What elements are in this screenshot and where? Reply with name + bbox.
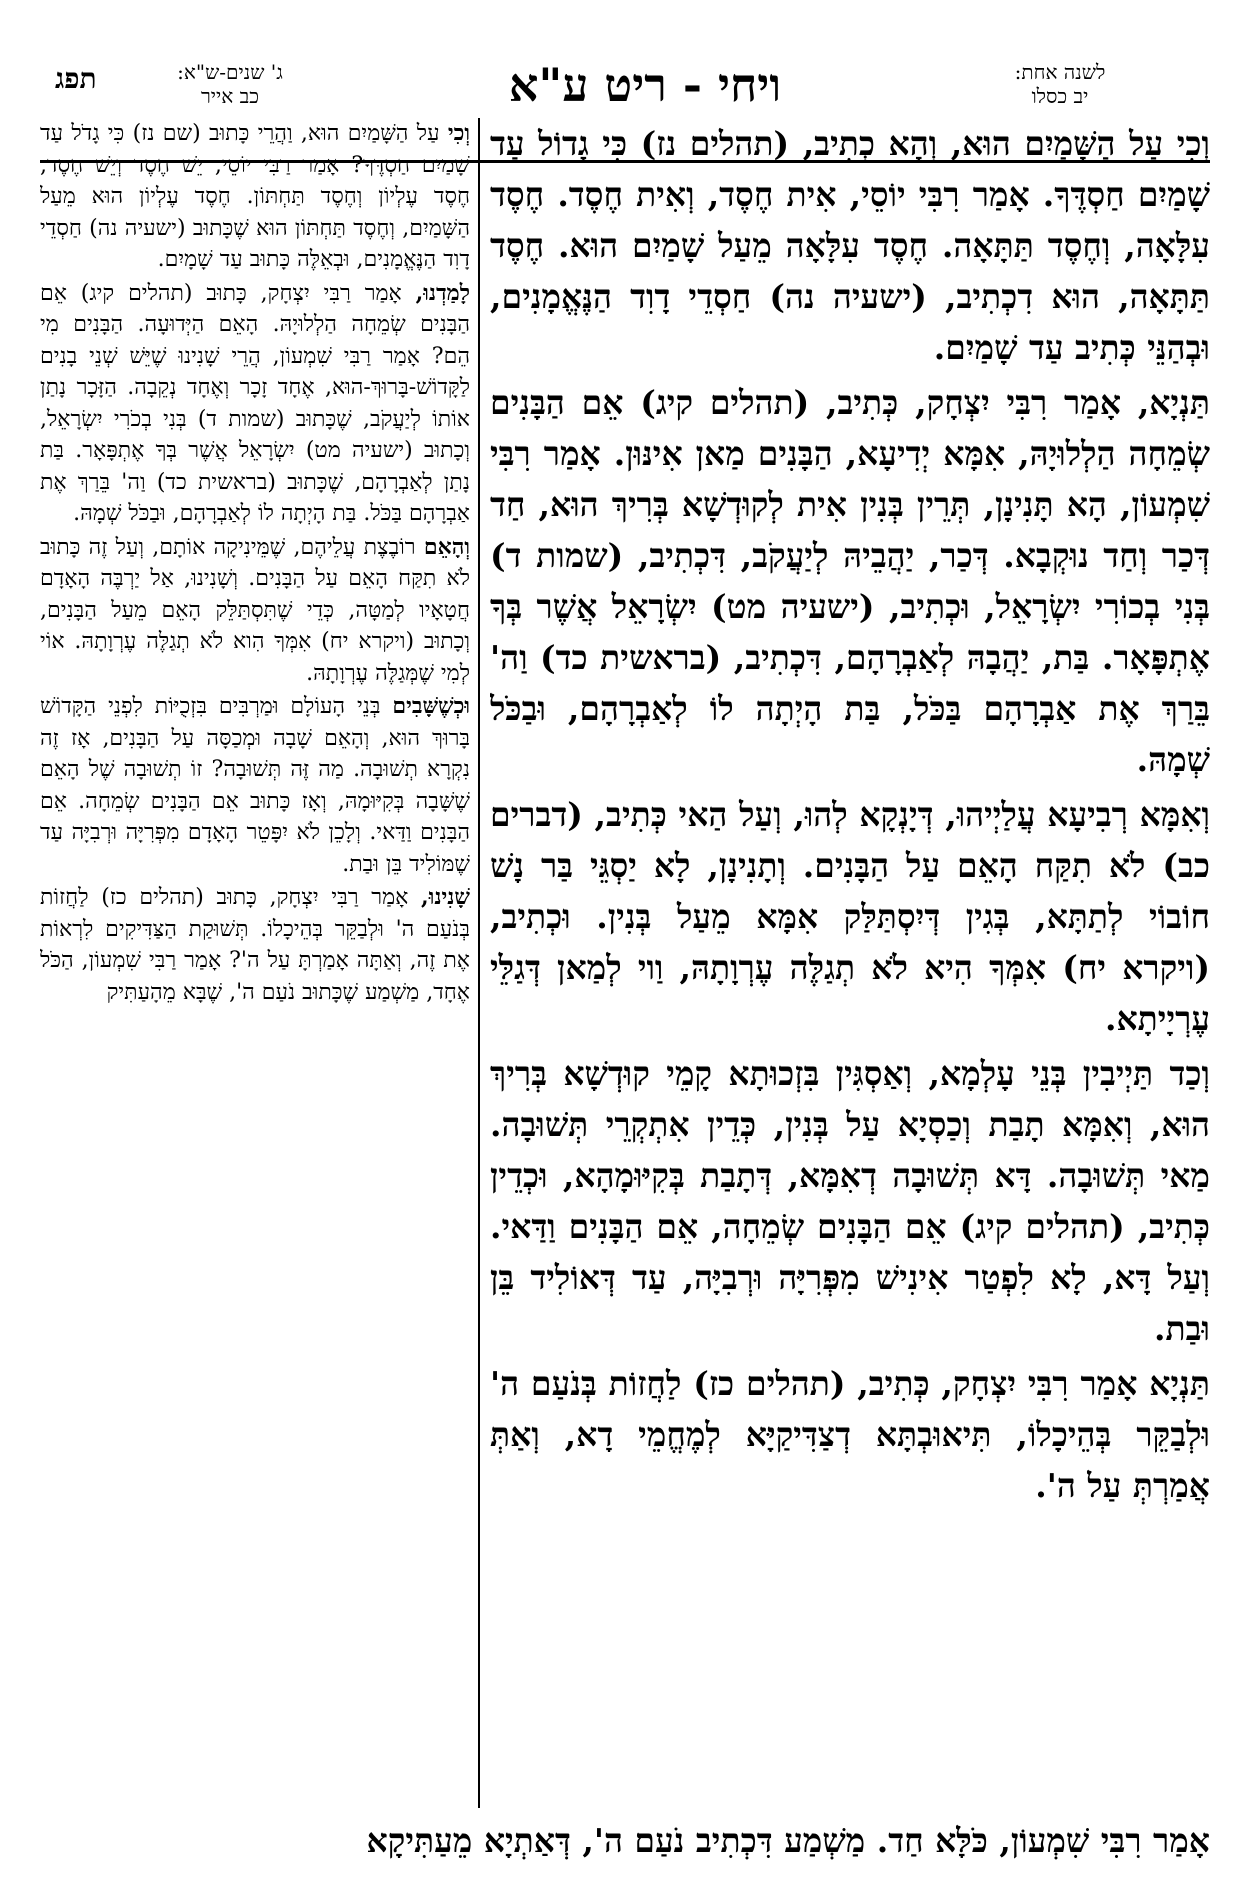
column-divider xyxy=(478,118,480,1808)
left-date-box xyxy=(110,60,350,108)
paragraph-opening-word: תַּנְיָא, xyxy=(1137,383,1210,422)
paragraph xyxy=(490,1358,1210,1511)
paragraph-opening-word: וְאִמָּא xyxy=(1139,795,1210,834)
paragraph-opening-word: וְהָאֵם xyxy=(423,533,470,560)
paragraph-text: בְּנֵי הָעוֹלָם וּמַרְבִּים בִּזְכֻיּוֹת לִפְנֵי הַקָּדוֹשׁ בָּרוּךְ הוּא, וְהָאֵם שָׁבָה וּמְכַסָּה עַל הַבָּנִים, אָז זֶה נִקְרָא תְשׁוּבָה. מַה זֶּה תְּשׁוּבָה? זוֹ תְשׁוּבָה שֶׁל הָאֵם שֶׁשָּׁבָה בְּקִיּוּמָהּ, וְאָז כָּתוּב אֵם הַבָּנִים שְׂמֵחָה. אֵם הַבָּנִים וַדַּאי. וְלָכֵן לֹא יִפָּטֵר הָאָדָם מִפְּרִיָּה וּרְבִיָּה עַד שֶׁמּוֹלִיד בֵּן וּבַת. xyxy=(40,694,470,877)
left-date-line1: ג' שנים-ש"א: xyxy=(177,60,283,84)
left-date-line2: כב אייר xyxy=(200,84,260,108)
paragraph-text: רוֹבֶצֶת עֲלֵיהֶם, שֶׁמֵּינִיקָה אוֹתָם, וְעַל זֶה כָּתוּב לֹא תִקַּח הָאֵם עַל הַבָּנִים. וְשָׁנִינוּ, אַל יַרְבֶּה הָאָדָם חֲטָאָיו לְמַטָּה, כְּדֵי שֶׁתִּסְתַּלֵּק הָאֵם מֵעַל הַבָּנִים, וְכָתוּב (ויקרא יח) אִמְּךָ הִוא לֹא תְגַלֶּה עֶרְוָתָהּ. אוֹי לְמִי שֶׁמְּגַלֶּה עֶרְוָתָהּ. xyxy=(40,534,470,686)
paragraph-text: אָמַר רַבִּי יִצְחָק, כָּתוּב (תהלים קיג) אֵם הַבָּנִים שְׂמֵחָה הַלְלוּיָהּ. הָאֵם הַיְּדוּעָה. הַבָּנִים מִי הֵם? אָמַר רַבִּי שִׁמְעוֹן, הֲרֵי שָׁנִינוּ שֶׁיֵּשׁ שְׁנֵי בָנִים לַקָּדוֹשׁ-בָּרוּךְ-הוּא, אֶחָד זָכָר וְאֶחָד נְקֵבָה. הַזָּכָר נָתַן אוֹתוֹ לְיַעֲקֹב, שֶׁכָּתוּב (שמות ד) בְּנִי בְכֹרִי יִשְׂרָאֵל, וְכָתוּב (ישעיה מט) יִשְׂרָאֵל אֲשֶׁר בְּךָ אֶתְפָּאָר. בַּת נָתַן לְאַבְרָהָם, שֶׁכָּתוּב (בראשית כד) וַה' בֵּרַךְ אֶת אַבְרָהָם בַּכֹּל. בַּת הָיְתָה לוֹ לְאַבְרָהָם, וּבַכֹּל שְׁמָהּ. xyxy=(40,280,470,526)
paragraph xyxy=(490,377,1210,785)
right-date-line2: יב כסלו xyxy=(1031,84,1089,108)
page-title: ויחי - ריט ע"א xyxy=(508,58,782,112)
paragraph xyxy=(40,691,470,880)
paragraph-text: תַּיְיבִין בְּנֵי עָלְמָא, וְאַסְגִּין בִּזְכוּתָא קָמֵי קוּדְשָׁא בְּרִיךְ הוּא, וְאִמָּא תָבַת וְכַסְיָא עַל בְּנִין, כְּדֵין אִתְקְרֵי תְּשׁוּבָה. מַאי תְּשׁוּבָה. דָּא תְּשׁוּבָה דְאִמָּא, דְּתָבַת בְּקִיּוּמָהָא, וּכְדֵין כְּתִיב, (תהלים קיג) אֵם הַבָּנִים שְׂמֵחָה, אֵם הַבָּנִים וַדַּאי. וְעַל דָּא, לָא לִפְטַר אִינִישׁ מִפְּרִיָּה וּרְבִיָּה, עַד דְּאוֹלִיד בֵּן וּבַת. xyxy=(490,1054,1210,1348)
hebrew-translation-column xyxy=(40,118,470,1838)
paragraph-text: עַל הַשָּׁמַיִם הוּא, וְהָא כְתִיב, (תהלים נז) כִּי גָדוֹל עַד שָׁמַיִם חַסְדֶּךָ. אָמַר רִבִּי יוֹסֵי, אִית חֶסֶד, וְאִית חֶסֶד. חֶסֶד עִלָּאָה, וְחֶסֶד תַּתָּאָה. חֶסֶד עִלָּאָה מֵעַל שָׁמַיִם הוּא. חֶסֶד תַּתָּאָה, הוּא דִכְתִיב, (ישעיה נה) חַסְדֵי דָוִד הַנֶּאֱמָנִים, וּבְהַנֵּי כְּתִיב עַד שָׁמַיִם. xyxy=(490,124,1210,367)
paragraph xyxy=(490,1048,1210,1354)
paragraph-opening-word: וְכַד xyxy=(1169,1054,1210,1093)
aramaic-text-column xyxy=(490,118,1210,1818)
paragraph-opening-word: תַּנְיָא xyxy=(1149,1364,1210,1403)
paragraph-text: אָמַר רִבִּי יִצְחָק, כְּתִיב, (תהלים קיג) אֵם הַבָּנִים שְׂמֵחָה הַלְלוּיָהּ, אִמָּא יְדִיעָא, הַבָּנִים מַאן אִינּוּן. אָמַר רִבִּי שִׁמְעוֹן, הָא תָּנִינָן, תְּרֵין בְּנִין אִית לְקוּדְשָׁא בְּרִיךְ הוּא, חַד דְּכַר וְחַד נוּקְבָא. דְּכַר, יַהֲבֵיהּ לְיַעֲקֹב, דִּכְתִיב, (שמות ד) בְּנִי בְכוֹרִי יִשְׂרָאֵל, וּכְתִיב, (ישעיה מט) יִשְׂרָאֵל אֲשֶׁר בְּךָ אֶתְפָּאָר. בַּת, יַהֲבָהּ לְאַבְרָהָם, דִּכְתִיב, (בראשית כד) וַה' בֵּרַךְ אֶת אַבְרָהָם בַּכֹּל, בַּת הָיְתָה לוֹ לְאַבְרָהָם, וּבַכֹּל שְׁמָהּ. xyxy=(490,383,1210,779)
paragraph-opening-word: לָמַדְנוּ, xyxy=(415,279,470,306)
paragraph-opening-word: שָׁנִינוּ, xyxy=(421,884,470,910)
paragraph xyxy=(40,882,470,1008)
right-date-box xyxy=(960,60,1160,108)
paragraph-opening-word: וּכְשֶׁשָּׁבִים xyxy=(392,693,470,719)
right-date-line1: לשנה אחת: xyxy=(1014,60,1106,84)
paragraph xyxy=(40,118,470,276)
paragraph-text: רְבִיעָא עֲלַיְיהוּ, דְּיָנְקָא לְהוּ, וְעַל הַאי כְּתִיב, (דברים כב) לֹא תִקַּח הָאֵם עַל הַבָּנִים. וְתָנִינָן, לָא יַסְגֵּי בַּר נָשׁ חוֹבוֹי לְתַתָּא, בְּגִין דְּיִסְתַּלַּק אִמָּא מֵעַל בְּנִין. וּכְתִיב, (ויקרא יח) אִמְּךָ הִיא לֹא תְגַלֶּה עֶרְוָתָהּ, וַוי לְמַאן דְּגַלֵּי עֶרְיָיתָא. xyxy=(490,795,1210,1038)
paragraph xyxy=(40,278,470,530)
paragraph-text: עַל הַשָּׁמַיִם הוּא, וַהֲרֵי כָּתוּב (שם נז) כִּי גָדֹל עַד שָׁמַיִם חַסְדֶּךָ? אָמַר רַבִּי יוֹסֵי, יֵשׁ חֶסֶד וְיֵשׁ חֶסֶד, חֶסֶד עֶלְיוֹן וְחֶסֶד תַּחְתּוֹן. חֶסֶד עֶלְיוֹן הוּא מֵעַל הַשָּׁמַיִם, וְחֶסֶד תַּחְתּוֹן הוּא שֶׁכָּתוּב (ישעיה נה) חַסְדֵי דָוִד הַנֶּאֱמָנִים, וּבְאֵלֶּה כָּתוּב עַד שָׁמָיִם. xyxy=(40,121,470,272)
paragraph xyxy=(40,532,470,690)
paragraph xyxy=(490,118,1210,373)
paragraph-text: אָמַר רִבִּי יִצְחָק, כְּתִיב, (תהלים כז) לַחֲזוֹת בְּנֹעַם ה' וּלְבַקֵּר בְּהֵיכָלוֹ, תִּיאוּבְתָּא דְצַדִּיקַיָּא לְמֶחֱמֵי דָא, וְאַתְּ אֲמַרְתְּ עַל ה'. xyxy=(490,1364,1210,1505)
paragraph xyxy=(490,789,1210,1044)
paragraph-text: אָמַר רַבִּי יִצְחָק, כָּתוּב (תהלים כז) לַחֲזוֹת בְּנֹעַם ה' וּלְבַקֵּר בְּהֵיכָלוֹ. תְּשׁוּקַת הַצַּדִּיקִים לִרְאוֹת אֶת זֶה, וְאַתָּה אָמַרְתָּ עַל ה'? אָמַר רַבִּי שִׁמְעוֹן, הַכֹּל אֶחָד, מַשְׁמַע שֶׁכָּתוּב נֹעַם ה', שֶׁבָּא מֵהָעַתִּיק xyxy=(40,885,470,1005)
paragraph-opening-word: וְכִי xyxy=(1176,124,1210,163)
continuation-line: אָמַר רִבִּי שִׁמְעוֹן, כֹּלָּא חַד. מַשְׁמַע דִּכְתִיב נֹעַם ה', דְּאַתְיָא מֵעַתִּיקָא xyxy=(366,1821,1210,1860)
paragraph-opening-word: וְכִי xyxy=(447,120,470,146)
page-number: תפג xyxy=(55,62,97,95)
